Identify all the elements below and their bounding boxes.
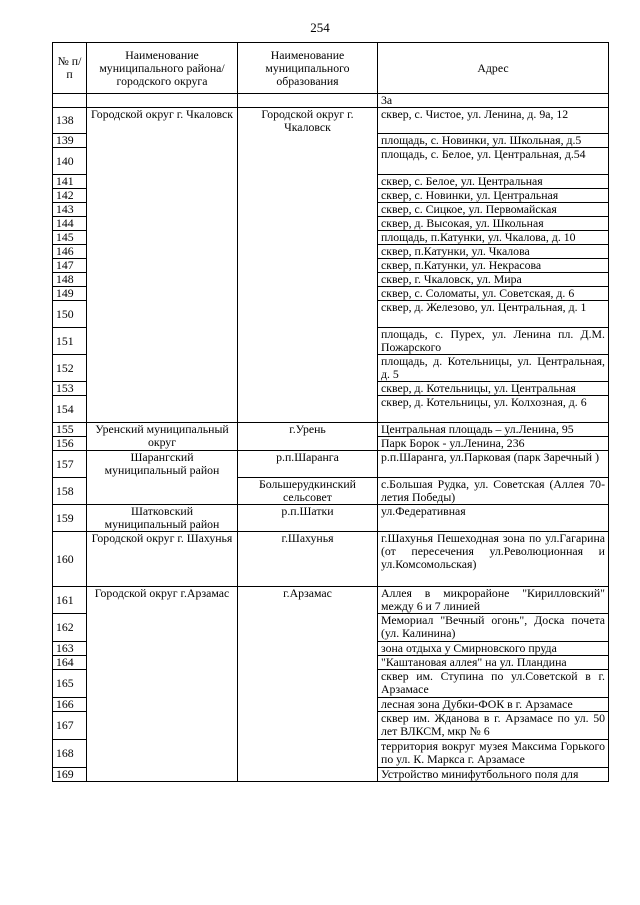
table-body [53,94,609,782]
row-number: 165 [53,670,87,698]
row-number: 149 [53,287,87,301]
address-cell: сквер, с. Новинки, ул. Центральная [378,189,609,203]
registry-table [52,42,609,782]
address-cell: территория вокруг музея Максима Горького по ул. К. Маркса г. Арзамасе [378,740,609,768]
address-cell: Аллея в микрорайоне "Кирилловский" между 6 и 7 линией [378,587,609,614]
table-header-row [53,43,609,94]
address-cell: сквер, с. Сицкое, ул. Первомайская [378,203,609,217]
row-number: 145 [53,231,87,245]
page-number: 254 [310,20,330,35]
address-cell: площадь, с. Пурех, ул. Ленина пл. Д.М. Пожарского [378,328,609,355]
address-cell: сквер им. Ступина по ул.Советской в г. Арзамасе [378,670,609,698]
row-number: 140 [53,148,87,175]
municipality-cell: г.Арзамас [238,587,378,782]
row-number: 155 [53,423,87,437]
table-row [53,108,609,134]
district-cell: Городской округ г. Шахунья [87,532,238,587]
address-cell: Парк Борок - ул.Ленина, 236 [378,437,609,451]
municipality-cell: г.Шахунья [238,532,378,587]
address-cell: 3а [378,94,609,108]
municipality-cell: г.Урень [238,423,378,451]
address-cell: с.Большая Рудка, ул. Советская (Аллея 70-летия Победы) [378,478,609,505]
row-number: 167 [53,712,87,740]
row-number: 162 [53,614,87,642]
district-cell: Шарангский муниципальный район [87,451,238,505]
row-number: 148 [53,273,87,287]
row-number: 166 [53,698,87,712]
header-municipality: Наименование муниципального образования [238,43,378,94]
row-number: 150 [53,301,87,328]
municipality-cell: Городской округ г. Чкаловск [238,108,378,423]
row-number: 159 [53,505,87,532]
address-cell: сквер, с. Чистое, ул. Ленина, д. 9а, 12 [378,108,609,134]
row-number: 147 [53,259,87,273]
header-num: № п/п [53,43,87,94]
address-cell: сквер, д. Высокая, ул. Школьная [378,217,609,231]
municipality-cell: р.п.Шаранга [238,451,378,478]
row-number: 146 [53,245,87,259]
address-cell: сквер, д. Котельницы, ул. Колхозная, д. 6 [378,396,609,423]
address-cell: сквер, с. Соломаты, ул. Советская, д. 6 [378,287,609,301]
address-cell: г.Шахунья Пешеходная зона по ул.Гагарина (от пересечения ул.Революционная и ул.Комсомольская) [378,532,609,587]
address-cell: ул.Федеративная [378,505,609,532]
table-row [53,451,609,478]
address-cell: сквер, г. Чкаловск, ул. Мира [378,273,609,287]
row-number: 160 [53,532,87,587]
row-number: 153 [53,382,87,396]
continuation-row [53,94,609,108]
address-cell: площадь, д. Котельницы, ул. Центральная, д. 5 [378,355,609,382]
header-district: Наименование муниципального района/ городского округа [87,43,238,94]
address-cell: лесная зона Дубки-ФОК в г. Арзамасе [378,698,609,712]
row-number: 168 [53,740,87,768]
municipality-cell: р.п.Шатки [238,505,378,532]
address-cell: Центральная площадь – ул.Ленина, 95 [378,423,609,437]
row-number: 169 [53,768,87,782]
row-number: 161 [53,587,87,614]
table-row [53,532,609,587]
district-cell: Шатковский муниципальный район [87,505,238,532]
table-row [53,423,609,437]
address-cell: р.п.Шаранга, ул.Парковая (парк Заречный ) [378,451,609,478]
row-number: 142 [53,189,87,203]
row-number: 139 [53,134,87,148]
address-cell: площадь, п.Катунки, ул. Чкалова, д. 10 [378,231,609,245]
row-number: 144 [53,217,87,231]
district-cell: Городской округ г.Арзамас [87,587,238,782]
district-cell [87,94,238,108]
row-number: 154 [53,396,87,423]
municipality-cell [238,94,378,108]
header-address: Адрес [378,43,609,94]
address-cell: сквер, д. Железово, ул. Центральная, д. 1 [378,301,609,328]
address-cell: зона отдыха у Смирновского пруда [378,642,609,656]
district-cell: Уренский муниципальный округ [87,423,238,451]
address-cell: площадь, с. Белое, ул. Центральная, д.54 [378,148,609,175]
address-cell: Мемориал "Вечный огонь", Доска почета (ул. Калинина) [378,614,609,642]
row-number: 158 [53,478,87,505]
address-cell: сквер им. Жданова в г. Арзамасе по ул. 50 лет ВЛКСМ, мкр № 6 [378,712,609,740]
row-number: 141 [53,175,87,189]
table-row [53,587,609,614]
row-number: 143 [53,203,87,217]
address-cell: сквер, с. Белое, ул. Центральная [378,175,609,189]
table-row [53,505,609,532]
row-number: 157 [53,451,87,478]
row-number: 164 [53,656,87,670]
address-cell: площадь, с. Новинки, ул. Школьная, д.5 [378,134,609,148]
row-number: 152 [53,355,87,382]
row-number [53,94,87,108]
district-cell: Городской округ г. Чкаловск [87,108,238,423]
address-cell: Устройство минифутбольного поля для [378,768,609,782]
municipality-cell: Большерудкинский сельсовет [238,478,378,505]
row-number: 163 [53,642,87,656]
address-cell: сквер, п.Катунки, ул. Чкалова [378,245,609,259]
row-number: 151 [53,328,87,355]
row-number: 156 [53,437,87,451]
address-cell: сквер, п.Катунки, ул. Некрасова [378,259,609,273]
address-cell: "Каштановая аллея" на ул. Пландина [378,656,609,670]
address-cell: сквер, д. Котельницы, ул. Центральная [378,382,609,396]
row-number: 138 [53,108,87,134]
